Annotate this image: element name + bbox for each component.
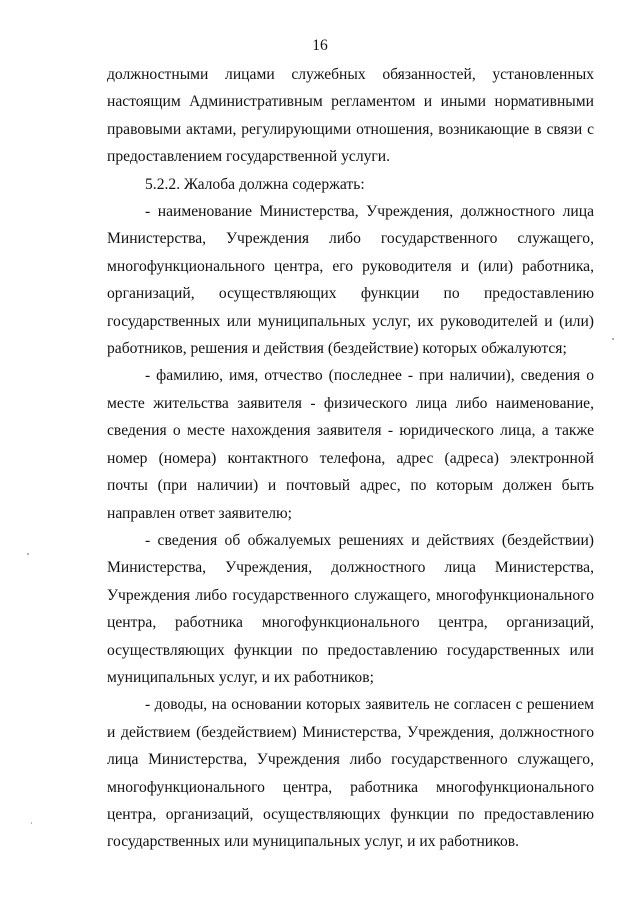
paragraph-item-applicant: - фамилию, имя, отчество (последнее - при наличии), сведения о месте жительства заявителя - физического лица либо наименование, сведения о месте нахождения заявителя - юридического лица, а также номер (номера) контактного телефона, адрес (адреса) электронной почты (при наличии) и почтовый адрес, по которым должен быть направлен ответ заявителю; <box>107 367 594 522</box>
paragraph-item-arguments: - доводы, на основании которых заявитель не согласен с решением и действием (бездействием) Министерства, Учреждения, должностного лица Министерства, Учреждения либо государственного служащего, многофункционального центра, работника многофункционального центра, организаций, осуществляющих функции по предоставлению государственных или муниципальных услуг, и их работников. <box>107 696 594 851</box>
scan-speck <box>27 553 29 555</box>
paragraph-continuation: должностными лицами служебных обязанностей, установленных настоящим Административным регламентом и иными нормативными правовыми актами, регулирующими отношения, возникающие в связи с предоставлением государственной услуги. <box>107 66 594 166</box>
paragraph-section-heading: 5.2.2. Жалоба должна содержать: <box>145 175 365 193</box>
scan-speck <box>612 338 614 340</box>
scan-speck <box>31 822 32 824</box>
document-body <box>107 61 594 856</box>
paragraph-item-name: - наименование Министерства, Учреждения, должностного лица Министерства, Учреждения либо государственного служащего, многофункционального центра, его руководителя и (или) работника, организаций, осуществляющих функции по предоставлению государственных или муниципальных услуг, их руководителей и (или) работников, решения и действия (бездействие) которых обжалуются; <box>107 203 594 358</box>
paragraph-item-decisions: - сведения об обжалуемых решениях и действиях (бездействии) Министерства, Учреждения, должностного лица Министерства, Учреждения либо государственного служащего, многофункционального центра, работника многофункционального центра, организаций, осуществляющих функции по предоставлению государственных или муниципальных услуг, и их работников; <box>107 531 594 686</box>
page-number: 16 <box>312 37 328 54</box>
